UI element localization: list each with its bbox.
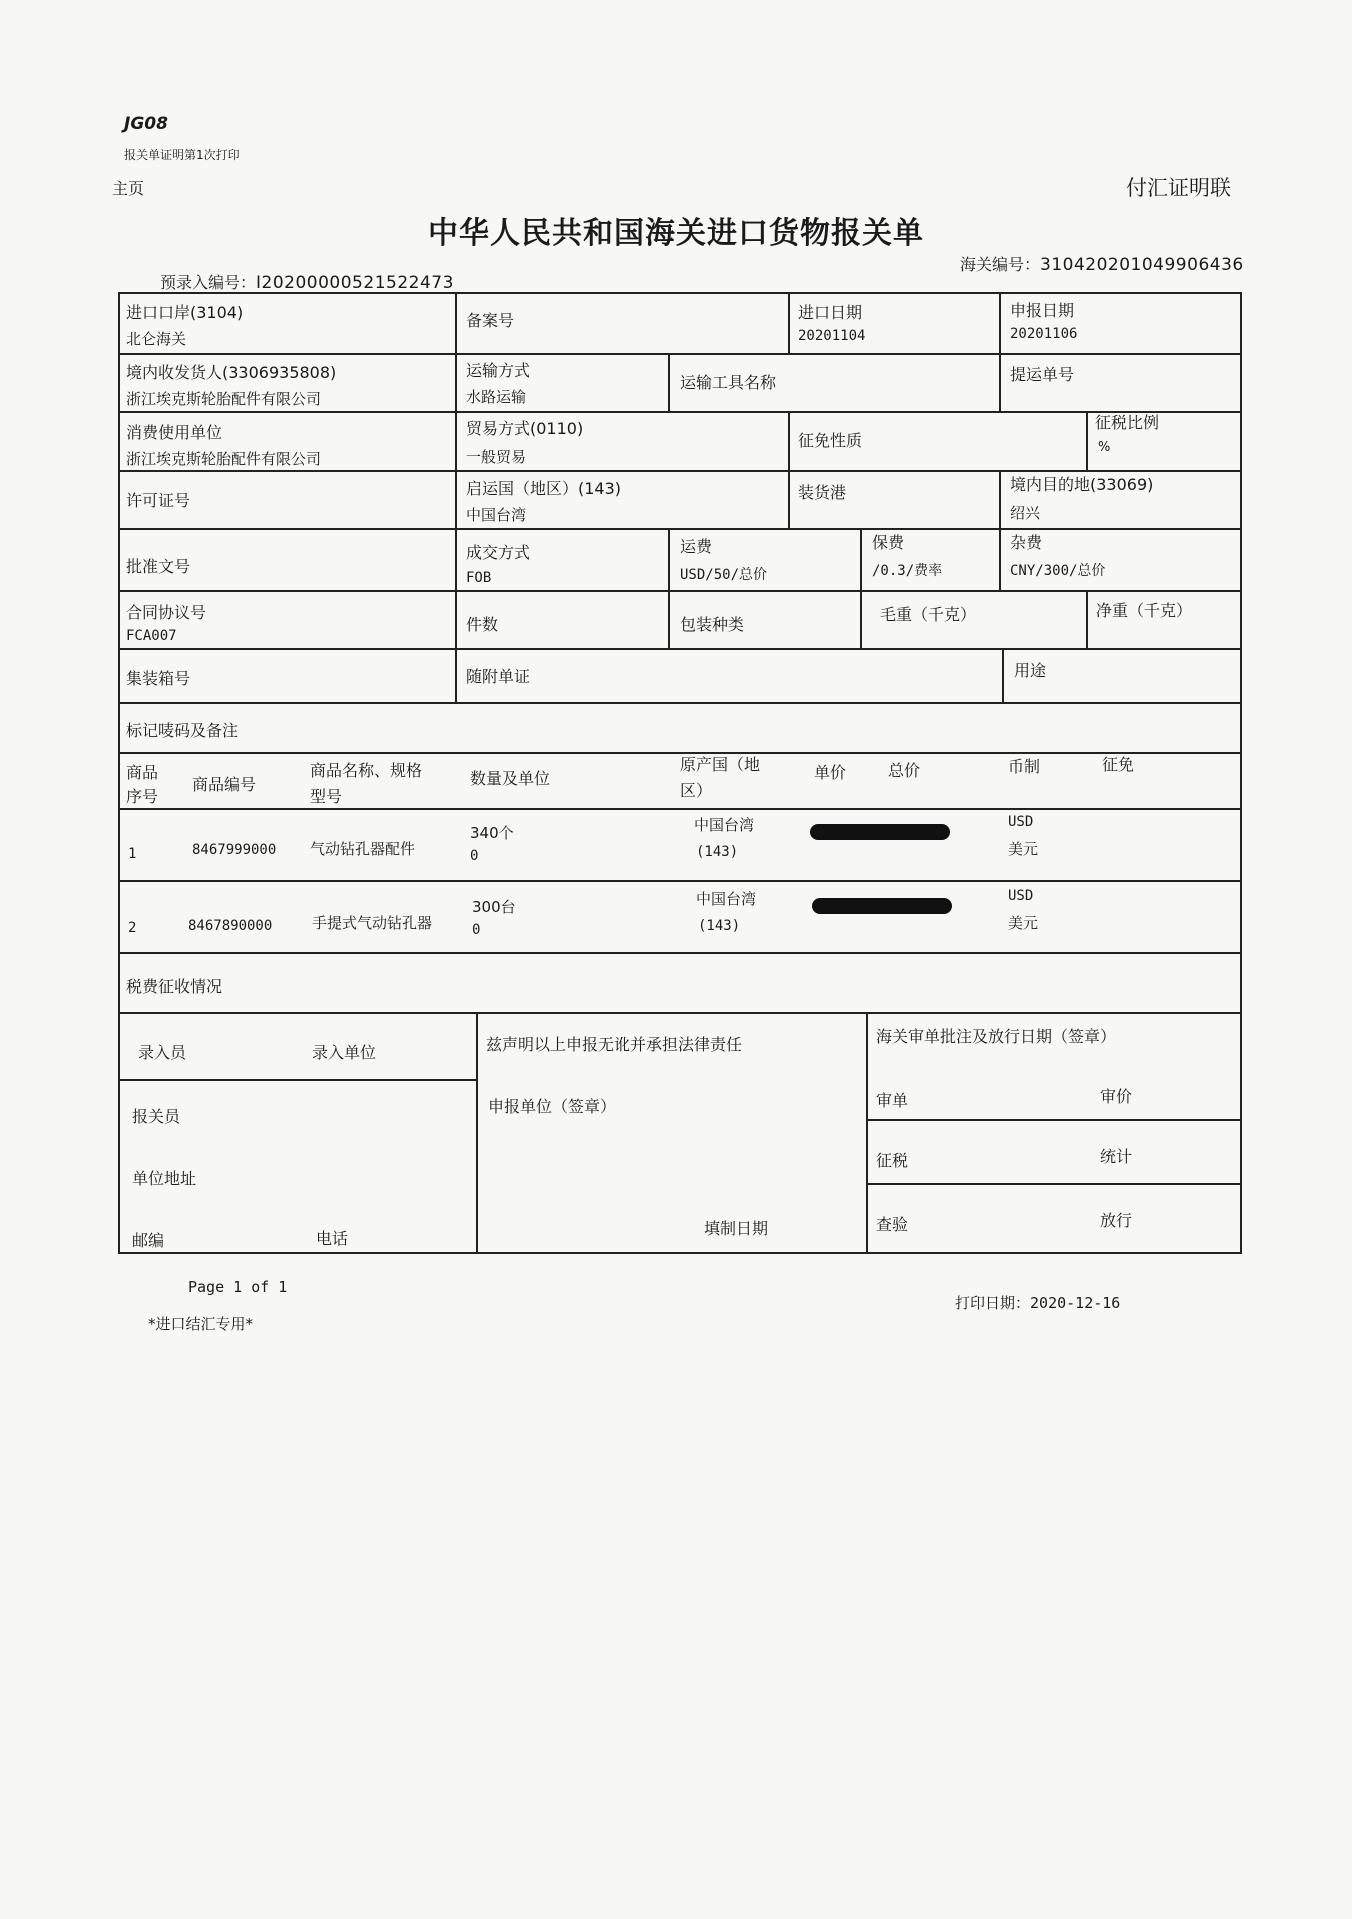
document-title: 中华人民共和国海关进口货物报关单 [428,216,924,251]
tax-status-label: 税费征收情况 [126,977,223,996]
goods-row-1-code: 8467999000 [192,842,277,858]
row-divider [120,528,1240,530]
row-divider [120,702,1240,704]
marks-label: 标记唛码及备注 [126,721,239,740]
declaration-statement: 兹声明以上申报无讹并承担法律责任 [486,1035,743,1054]
insurance-label: 保费 [872,533,905,552]
row-divider [120,808,1240,810]
transport-mode-value: 水路运输 [466,388,527,406]
row-divider [866,1183,1240,1185]
inspection-label: 查验 [876,1215,909,1234]
consignee-label: 境内收发货人(3306935808) [126,363,337,382]
goods-row-2-origin: 中国台湾 [696,890,757,908]
misc-fee-value: CNY/300/总价 [1010,563,1106,579]
contract-value: FCA007 [126,628,177,644]
packing-label: 包装种类 [680,615,745,634]
import-port-value: 北仑海关 [126,330,187,348]
print-date-value: 2020-12-16 [1030,1294,1121,1312]
record-no-label: 备案号 [466,311,515,330]
broker-label: 报关员 [132,1107,181,1126]
transport-mode-label: 运输方式 [466,361,531,380]
form-code: JG08 [124,114,168,134]
column-divider [788,411,790,528]
goods-row-1-qty1: 340个 [470,824,514,842]
declaration-form [118,292,1242,1254]
destination-value: 绍兴 [1010,504,1041,522]
column-divider [999,470,1001,528]
deal-mode-value: FOB [466,570,492,586]
goods-row-1-currency-name: 美元 [1008,840,1039,858]
copy-name: 付汇证明联 [1126,176,1231,200]
goods-row-2-currency-code: USD [1008,888,1034,904]
customs-no-label: 海关编号： [960,255,1041,274]
customs-approval-label: 海关审单批注及放行日期（签章） [876,1027,1117,1046]
row-divider [120,1012,1240,1014]
goods-header-name-2: 型号 [310,787,343,806]
goods-row-1-origin: 中国台湾 [694,816,755,834]
column-divider [668,353,670,411]
column-divider [999,528,1001,590]
row-divider [120,648,1240,650]
declare-date-label: 申报日期 [1010,301,1075,320]
row-divider [120,952,1240,954]
print-date-label: 打印日期： [955,1294,1031,1312]
goods-header-origin-1: 原产国（地 [680,755,761,774]
gross-weight-label: 毛重（千克） [880,605,977,624]
column-divider [476,1012,478,1252]
goods-row-1-qty2: 0 [470,848,479,864]
usage-label: 用途 [1014,661,1047,680]
review-label: 审单 [876,1091,909,1110]
column-divider [1002,648,1004,702]
row-divider [120,353,1240,355]
tax-ratio-label: 征税比例 [1095,413,1160,432]
trade-mode-value: 一般贸易 [466,448,527,466]
destination-label: 境内目的地(33069) [1010,475,1154,494]
release-label: 放行 [1100,1211,1133,1230]
zip-label: 邮编 [132,1231,165,1250]
goods-header-currency: 币制 [1008,757,1041,776]
consumer-value: 浙江埃克斯轮胎配件有限公司 [126,450,322,468]
exchange-settlement-note: *进口结汇专用* [148,1315,254,1333]
consumer-label: 消费使用单位 [126,423,223,442]
goods-row-2-code: 8467890000 [188,918,273,934]
deal-mode-label: 成交方式 [466,543,531,562]
goods-header-total-price: 总价 [888,761,921,780]
column-divider [866,1012,868,1252]
goods-header-seq-2: 序号 [126,787,159,806]
row-divider [120,590,1240,592]
column-divider [1086,590,1088,648]
pre-entry-value: I20200000521522473 [256,273,454,293]
goods-header-qty: 数量及单位 [470,769,551,788]
contract-label: 合同协议号 [126,603,207,622]
pieces-label: 件数 [466,615,499,634]
freight-value: USD/50/总价 [680,567,768,583]
customs-number [960,252,1244,275]
goods-header-origin-2: 区） [680,781,713,800]
origin-country-label: 启运国（地区）(143) [466,479,622,498]
row-divider [120,411,1240,413]
redacted-price [810,824,950,840]
entry-unit-label: 录入单位 [312,1043,377,1062]
column-divider [455,294,457,702]
goods-row-2-qty1: 300台 [472,898,516,916]
column-divider [455,648,457,702]
redacted-price [812,898,952,914]
statistics-label: 统计 [1100,1147,1133,1166]
row-divider [866,1119,1240,1121]
goods-row-2-seq: 2 [128,920,137,936]
goods-row-2-currency-name: 美元 [1008,914,1039,932]
phone-label: 电话 [316,1229,349,1248]
import-date-label: 进口日期 [798,303,863,322]
goods-header-unit-price: 单价 [814,763,847,782]
import-port-label: 进口口岸(3104) [126,303,244,322]
print-date [955,1292,1120,1313]
goods-row-2-name: 手提式气动钻孔器 [312,914,433,932]
pre-entry-label: 预录入编号： [160,273,257,292]
origin-country-value: 中国台湾 [466,506,527,524]
approval-label: 批准文号 [126,557,191,576]
column-divider [999,353,1001,411]
goods-row-2-qty2: 0 [472,922,481,938]
row-divider [120,1079,476,1081]
price-review-label: 审价 [1100,1087,1133,1106]
loading-port-label: 装货港 [798,483,847,502]
consignee-value: 浙江埃克斯轮胎配件有限公司 [126,390,322,408]
freight-label: 运费 [680,537,713,556]
goods-header-name-1: 商品名称、规格 [310,761,423,780]
vehicle-name-label: 运输工具名称 [680,373,777,392]
goods-row-1-origin-code: (143) [696,844,739,860]
goods-header-code: 商品编号 [192,775,257,794]
column-divider [668,528,670,648]
misc-fee-label: 杂费 [1010,533,1043,552]
goods-header-seq-1: 商品 [126,763,159,782]
insurance-value: /0.3/费率 [872,563,943,579]
column-divider [1086,411,1088,470]
main-copy-label: 主页 [112,179,145,198]
import-date-value: 20201104 [798,328,866,344]
goods-row-1-name: 气动钻孔器配件 [310,840,416,858]
page-indicator: Page 1 of 1 [188,1278,288,1296]
levy-nature-label: 征免性质 [798,431,863,450]
license-label: 许可证号 [126,491,191,510]
trade-mode-label: 贸易方式(0110) [466,419,584,438]
column-divider [999,294,1001,353]
declare-unit-label: 申报单位（签章） [488,1097,617,1116]
print-note: 报关单证明第1次打印 [124,148,240,162]
entry-clerk-label: 录入员 [138,1043,187,1062]
tax-ratio-value: % [1098,440,1111,455]
levy-label: 征税 [876,1151,909,1170]
attached-docs-label: 随附单证 [466,667,531,686]
customs-no-value: 310420201049906436 [1040,255,1244,275]
goods-row-1-currency-code: USD [1008,814,1034,830]
bl-no-label: 提运单号 [1010,365,1075,384]
fill-date-label: 填制日期 [704,1219,769,1238]
row-divider [120,880,1240,882]
address-label: 单位地址 [132,1169,197,1188]
net-weight-label: 净重（千克） [1096,601,1193,620]
column-divider [860,528,862,648]
column-divider [788,294,790,353]
declare-date-value: 20201106 [1010,326,1078,342]
goods-header-exemption: 征免 [1102,755,1135,774]
goods-row-1-seq: 1 [128,846,137,862]
goods-row-2-origin-code: (143) [698,918,741,934]
container-label: 集装箱号 [126,669,191,688]
pre-entry-number [160,270,454,293]
